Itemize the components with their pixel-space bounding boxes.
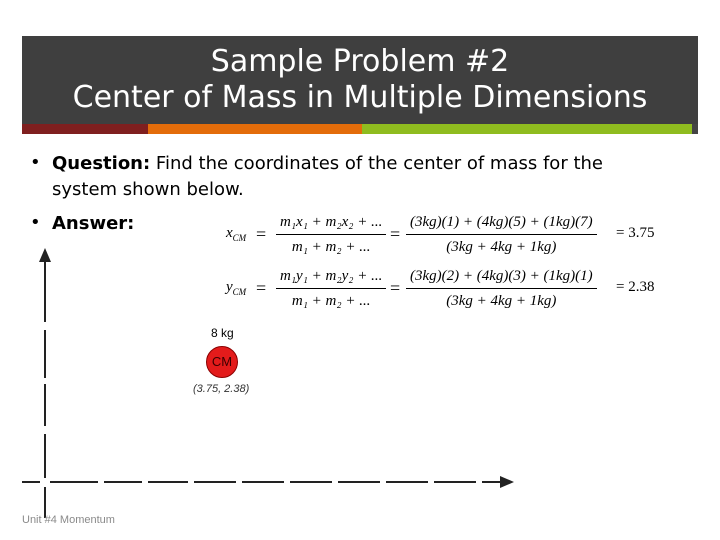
total-mass-label: 8 kg <box>211 326 234 340</box>
y-cm-equation: $y_{CM}$ = $\frac{\text{m₁y₁ + m₂y₂ + ...}}{\text{m₁ + m₂ + ...}}$ = $\frac{(3kg)(2) + (4kg)(3) + (1kg)(1)}{(3kg + 4kg + 1kg)}$ = 2.38 <box>226 264 676 318</box>
x-generic-numerator: m₁x₁ + m₂x₂ + ... <box>276 210 386 235</box>
y-axis-arrowhead <box>39 248 51 262</box>
question-text-continued: system shown below. <box>52 179 244 200</box>
center-of-mass-coordinates: (3.75, 2.38) <box>193 383 250 395</box>
slide-title-line-2: Center of Mass in Multiple Dimensions <box>72 80 648 115</box>
y-values-denominator: (3kg + 4kg + 1kg) <box>446 293 557 309</box>
y-generic-denominator: m₁ + m₂ + ... <box>291 293 371 309</box>
x-values-denominator: (3kg + 4kg + 1kg) <box>446 239 557 255</box>
x-axis-arrowhead <box>500 476 514 488</box>
x-cm-equation: $x_{CM}$ = $\frac{\text{m₁x₁ + m₂x₂ + ...}}{\text{m₁ + m₂ + ...}}$ = $\frac{(3kg)(1) + (4kg)(5) + (1kg)(7)}{(3kg + 4kg + 1kg)}$ = 3.75 <box>226 210 676 264</box>
y-generic-numerator: m₁y₁ + m₂y₂ + ... <box>276 264 386 289</box>
question-label: Question: <box>52 153 151 174</box>
x-cm-symbol: $x_{CM}$ <box>226 225 247 243</box>
x-generic-denominator: m₁ + m₂ + ... <box>291 239 371 255</box>
x-cm-result: = 3.75 <box>616 225 655 241</box>
y-cm-result: = 2.38 <box>616 279 655 295</box>
slide-title-line-1: Sample Problem #2 <box>210 44 510 79</box>
y-values-numerator: (3kg)(2) + (4kg)(3) + (1kg)(1) <box>406 264 597 289</box>
answer-label: Answer: <box>52 213 135 234</box>
center-of-mass-marker: CM <box>206 346 238 378</box>
slide-footer: Unit #4 Momentum <box>22 514 115 526</box>
question-text: Find the coordinates of the center of mass for the <box>150 153 603 174</box>
x-values-numerator: (3kg)(1) + (4kg)(5) + (1kg)(7) <box>406 210 597 235</box>
y-cm-symbol: $y_{CM}$ <box>226 279 247 297</box>
